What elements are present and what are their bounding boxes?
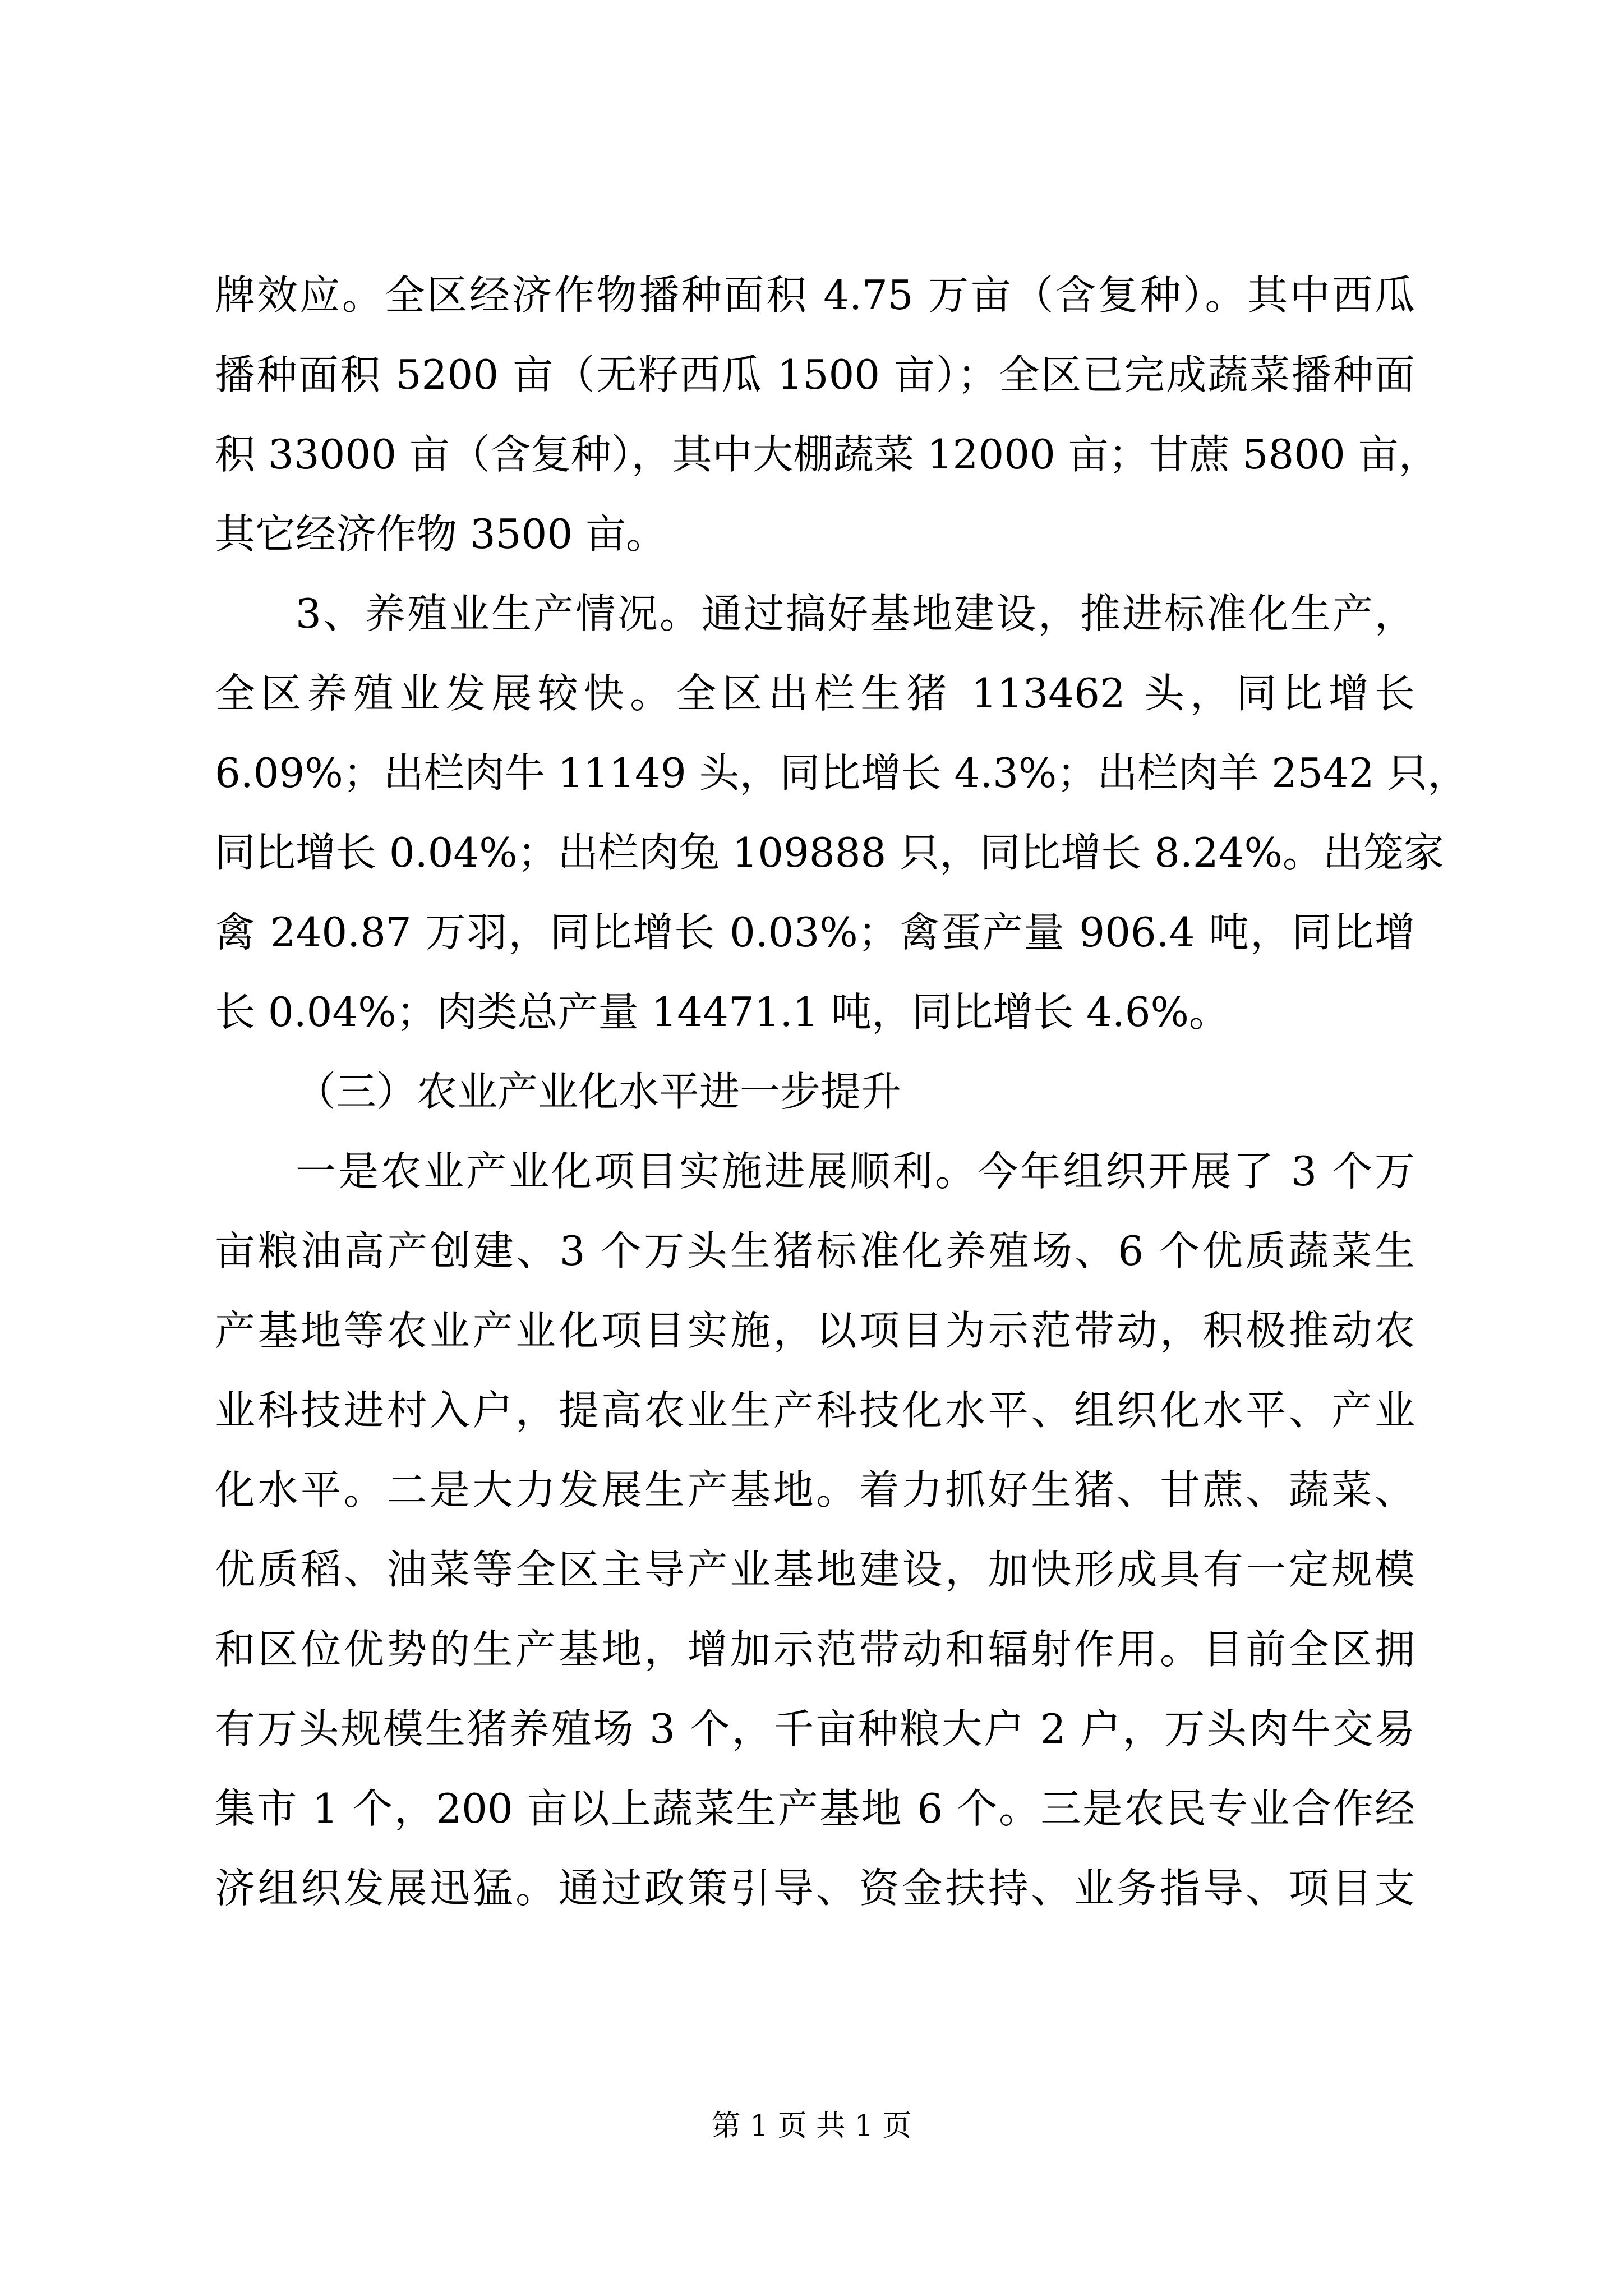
text-line: 济组织发展迅猛。通过政策引导、资金扶持、业务指导、项目支 bbox=[215, 1865, 1415, 1912]
text-line: 全区养殖业发展较快。全区出栏生猪 113462 头，同比增长 bbox=[215, 670, 1415, 717]
paragraph-start-line: 3、养殖业生产情况。通过搞好基地建设，推进标准化生产， bbox=[296, 590, 1415, 637]
text-line: 产基地等农业产业化项目实施，以项目为示范带动，积极推动农 bbox=[215, 1307, 1415, 1354]
text-line: 化水平。二是大力发展生产基地。着力抓好生猪、甘蔗、蔬菜、 bbox=[215, 1466, 1415, 1513]
text-line: 牌效应。全区经济作物播种面积 4.75 万亩（含复种）。其中西瓜 bbox=[215, 272, 1415, 319]
text-line: 同比增长 0.04%；出栏肉兔 109888 只，同比增长 8.24%。出笼家 bbox=[215, 829, 1444, 876]
text-line: 和区位优势的生产基地，增加示范带动和辐射作用。目前全区拥 bbox=[215, 1626, 1415, 1673]
text-line: 业科技进村入户，提高农业生产科技化水平、组织化水平、产业 bbox=[215, 1387, 1415, 1434]
text-line: 有万头规模生猪养殖场 3 个，千亩种粮大户 2 户，万头肉牛交易 bbox=[215, 1705, 1415, 1752]
document-body bbox=[215, 255, 1468, 1928]
text-line: 6.09%；出栏肉牛 11149 头，同比增长 4.3%；出栏肉羊 2542 只， bbox=[215, 749, 1468, 797]
section-heading: （三）农业产业化水平进一步提升 bbox=[296, 1068, 902, 1115]
text-line: 禽 240.87 万羽，同比增长 0.03%；禽蛋产量 906.4 吨，同比增 bbox=[215, 909, 1415, 956]
paragraph-start-line: 一是农业产业化项目实施进展顺利。今年组织开展了 3 个万 bbox=[296, 1148, 1415, 1195]
text-line: 优质稻、油菜等全区主导产业基地建设，加快形成具有一定规模 bbox=[215, 1546, 1415, 1593]
page-footer: 第 1 页 共 1 页 bbox=[711, 2109, 912, 2143]
text-line: 其它经济作物 3500 亩。 bbox=[215, 510, 667, 558]
text-line: 长 0.04%；肉类总产量 14471.1 吨，同比增长 4.6%。 bbox=[215, 988, 1229, 1036]
text-line: 积 33000 亩（含复种），其中大棚蔬菜 12000 亩；甘蔗 5800 亩， bbox=[215, 431, 1439, 478]
text-line: 播种面积 5200 亩（无籽西瓜 1500 亩）；全区已完成蔬菜播种面 bbox=[215, 351, 1415, 398]
text-line: 亩粮油高产创建、3 个万头生猪标准化养殖场、6 个优质蔬菜生 bbox=[215, 1227, 1415, 1274]
text-line: 集市 1 个，200 亩以上蔬菜生产基地 6 个。三是农民专业合作经 bbox=[215, 1785, 1415, 1832]
